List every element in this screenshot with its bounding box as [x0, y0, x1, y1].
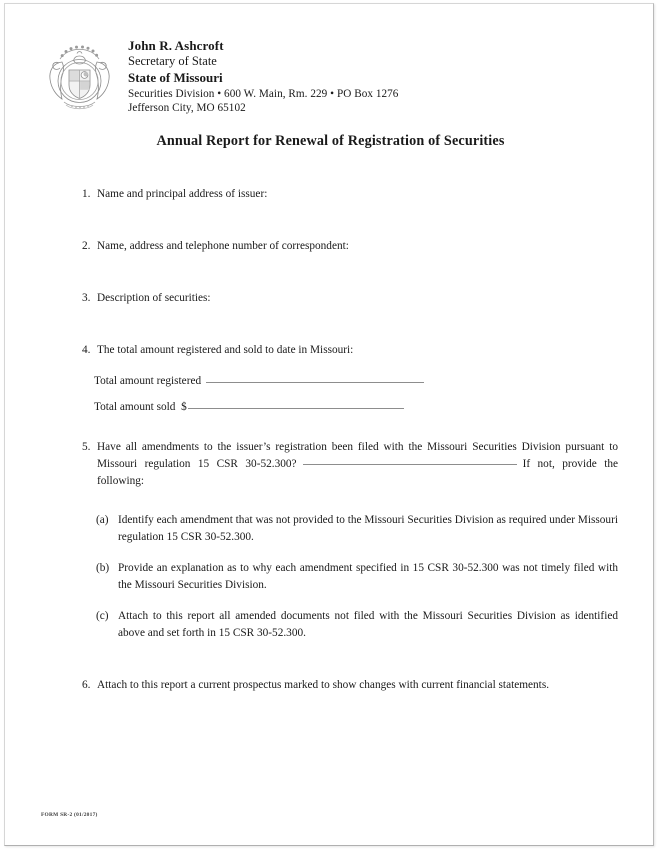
item-5c-label: (c)	[96, 610, 109, 623]
item-5-text	[97, 439, 618, 490]
form-body	[82, 186, 618, 694]
state-name: State of Missouri	[128, 70, 223, 86]
form-item-4	[82, 342, 618, 359]
missouri-state-seal-icon	[44, 36, 122, 119]
item-5-question: Have all amendments to the issuer’s registration been filed with the Missouri Securities Division pursuant to Missouri regulation 15 CSR 30-52.300?	[97, 440, 618, 470]
item-5b-label: (b)	[96, 562, 110, 575]
item-5a-text: Identify each amendment that was not provided to the Missouri Securities Division as required under Missouri regulation 15 CSR 30-52.300.	[118, 514, 618, 544]
total-amount-registered-label: Total amount registered	[94, 374, 202, 387]
form-item-6	[82, 677, 618, 694]
item-1-text: Name and principal address of issuer:	[97, 188, 268, 200]
form-item-5a	[82, 512, 618, 546]
city-state-zip: Jefferson City, MO 65102	[128, 101, 246, 114]
item-5b-text: Provide an explanation as to why each amendment specified in 15 CSR 30-52.300 was not timely filed with the Missouri Securities Division.	[118, 562, 618, 592]
total-amount-registered-input[interactable]	[206, 372, 424, 383]
division-address: Securities Division • 600 W. Main, Rm. 229 • PO Box 1276	[128, 87, 399, 100]
item-6-text: Attach to this report a current prospectus marked to show changes with current financial statements.	[97, 679, 550, 692]
total-amount-sold-label: Total amount sold $	[94, 400, 187, 413]
item-1-number: 1.	[82, 188, 91, 200]
item-3-text: Description of securities:	[97, 291, 211, 304]
form-item-1	[82, 186, 618, 203]
secretary-name: John R. Ashcroft	[128, 38, 224, 53]
page-title: Annual Report for Renewal of Registration of Securities	[156, 133, 505, 149]
item-5c-text: Attach to this report all amended documents not filed with the Missouri Securities Division as identified above and set forth in 15 CSR 30-52.300.	[118, 610, 618, 640]
item-2-number: 2.	[82, 239, 91, 252]
total-amount-registered-row	[82, 373, 618, 390]
item-2-text: Name, address and telephone number of correspondent:	[97, 239, 349, 252]
form-item-2	[82, 238, 618, 255]
form-item-5b	[82, 560, 618, 594]
letterhead	[44, 36, 604, 119]
item-5-number: 5.	[82, 440, 91, 453]
item-4-text: The total amount registered and sold to date in Missouri:	[97, 343, 354, 356]
form-item-3	[82, 290, 618, 307]
item-5a-label: (a)	[96, 514, 109, 527]
item-5-answer-input[interactable]	[303, 455, 517, 465]
item-3-number: 3.	[82, 291, 91, 304]
form-code-footer: FORM SR-2 (01/2017)	[41, 812, 98, 818]
form-item-5	[82, 439, 618, 490]
total-amount-sold-row	[82, 399, 618, 416]
form-item-5c	[82, 608, 618, 642]
item-4-number: 4.	[82, 343, 91, 356]
total-amount-sold-input[interactable]	[188, 398, 404, 409]
item-6-number: 6.	[82, 679, 91, 692]
secretary-title: Secretary of State	[128, 54, 217, 69]
item-5-followup: If not, provide the following:	[97, 457, 618, 487]
